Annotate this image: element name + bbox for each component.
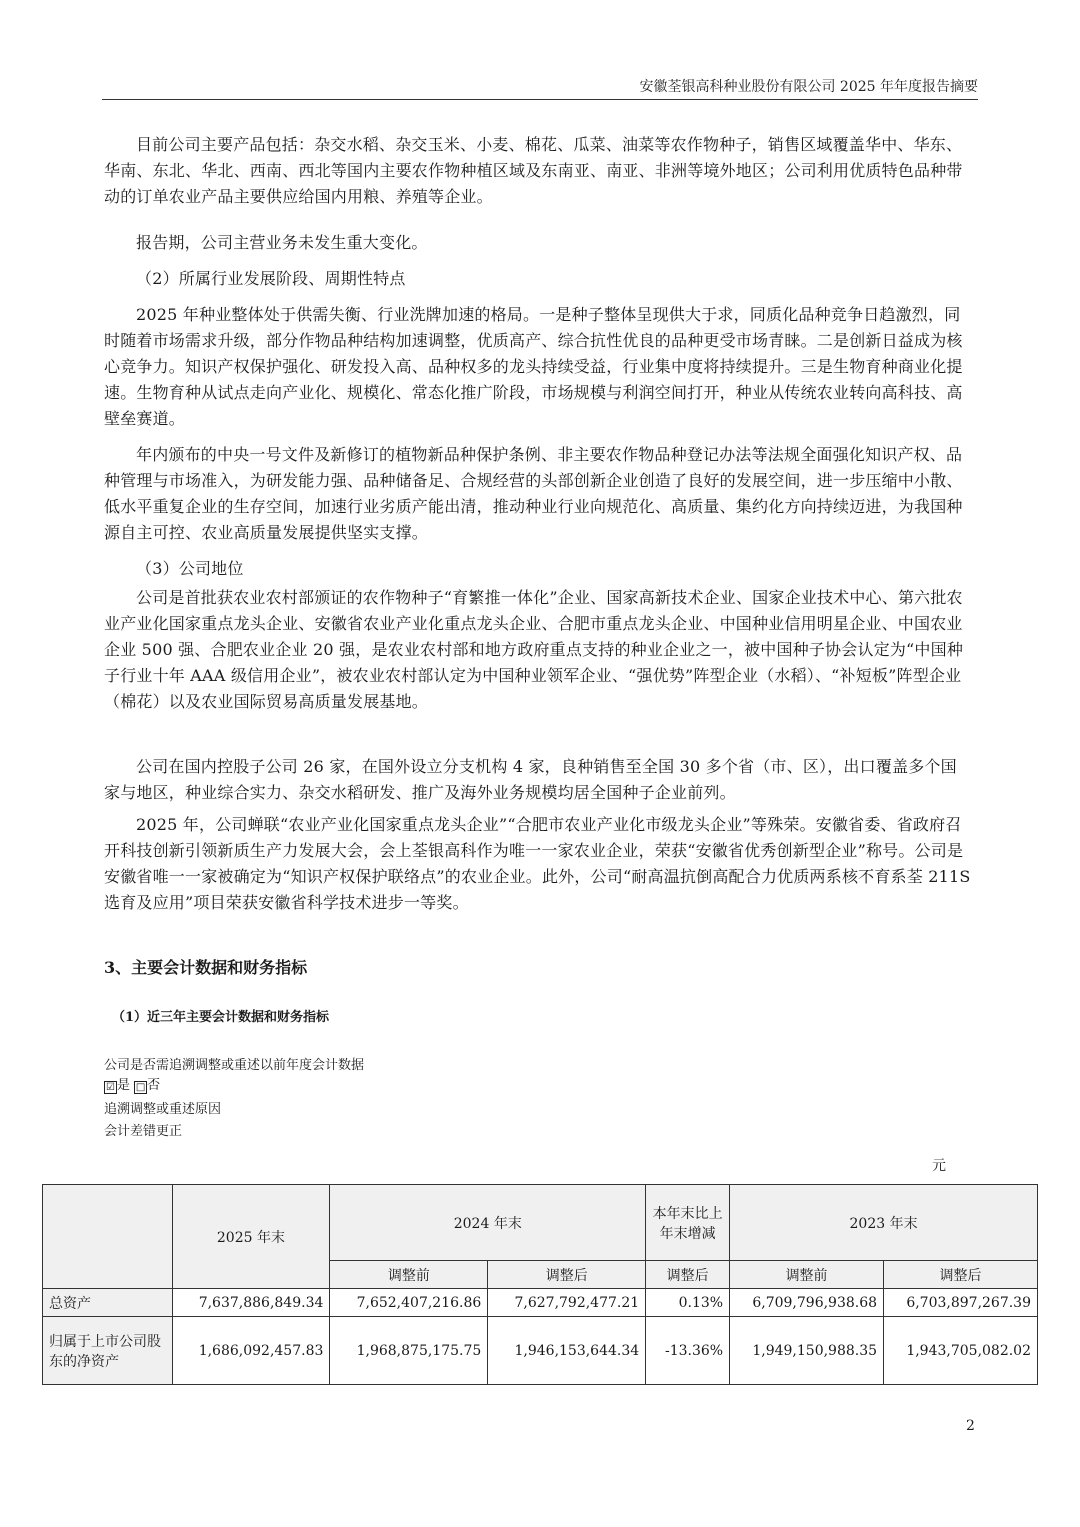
paragraph-position-2: 公司在国内控股子公司 26 家，在国外设立分支机构 4 家，良种销售至全国 30 多个省（市、区），出口覆盖多个国家与地区，种业综合实力、杂交水稻研发、推广及海外业务规模均居全国种子企业前列。 xyxy=(104,757,957,802)
cell-change: -13.36% xyxy=(646,1317,730,1385)
row-label: 归属于上市公司股东的净资产 xyxy=(43,1317,173,1385)
header-2024-before: 调整前 xyxy=(330,1261,488,1289)
table-row xyxy=(43,1289,1038,1317)
header-2023: 2023 年末 xyxy=(730,1185,1038,1261)
section-title: 3、主要会计数据和财务指标 xyxy=(104,958,308,977)
header-change-after: 调整后 xyxy=(646,1261,730,1289)
yes-checkbox[interactable]: ☑ xyxy=(104,1081,117,1094)
yes-label: 是 xyxy=(117,1078,131,1093)
reason-value: 会计差错更正 xyxy=(104,1124,183,1139)
cell-2023-before: 6,709,796,938.68 xyxy=(730,1289,884,1317)
header-2023-before: 调整前 xyxy=(730,1261,884,1289)
page-number: 2 xyxy=(966,1418,975,1434)
paragraph-industry-1: 2025 年种业整体处于供需失衡、行业洗牌加速的格局。一是种子整体呈现供大于求，同质化品种竞争日趋激烈，同时随着市场需求升级，部分作物品种结构加速调整，优质高产、综合抗性优良的品种更受市场青睐。二是创新日益成为核心竞争力。知识产权保护强化、研发投入高、品种权多的龙头持续受益，行业集中度将持续提升。三是生物育种商业化提速。生物育种从试点走向产业化、规模化、常态化推广阶段，市场规模与利润空间打开，种业从传统农业转向高科技、高壁垒赛道。 xyxy=(104,305,963,428)
cell-2024-after: 1,946,153,644.34 xyxy=(488,1317,646,1385)
no-checkbox[interactable]: □ xyxy=(135,1082,146,1093)
paragraph-position-1: 公司是首批获农业农村部颁证的农作物种子“育繁推一体化”企业、国家高新技术企业、国家企业技术中心、第六批农业产业化国家重点龙头企业、安徽省农业产业化重点龙头企业、合肥市重点龙头企业、中国种业信用明星企业、中国农业企业 500 强、合肥农业企业 20 强，是农业农村部和地方政府重点支持的种业企业之一，被中国种子协会认定为“中国种子行业十年 AAA 级信用企业”，被农业农村部认定为中国种业领军企业、“强优势”阵型企业（水稻）、“补短板”阵型企业（棉花）以及农业国际贸易高质量发展基地。 xyxy=(104,588,964,711)
unit-label: 元 xyxy=(932,1158,946,1174)
cell-2024-after: 7,627,792,477.21 xyxy=(488,1289,646,1317)
industry-heading: （2）所属行业发展阶段、周期性特点 xyxy=(136,269,406,288)
cell-2025: 7,637,886,849.34 xyxy=(172,1289,330,1317)
no-label: 否 xyxy=(147,1078,161,1093)
reason-label: 追溯调整或重述原因 xyxy=(104,1102,222,1117)
cell-2023-after: 1,943,705,082.02 xyxy=(884,1317,1038,1385)
page-header: 安徽荃银高科种业股份有限公司 2025 年年度报告摘要 xyxy=(639,79,978,95)
header-rule xyxy=(102,99,978,100)
cell-2023-after: 6,703,897,267.39 xyxy=(884,1289,1038,1317)
section-subtitle: （1）近三年主要会计数据和财务指标 xyxy=(112,1010,330,1025)
financial-table xyxy=(42,1184,1038,1385)
header-blank xyxy=(43,1185,173,1289)
paragraph-products: 目前公司主要产品包括：杂交水稻、杂交玉米、小麦、棉花、瓜菜、油菜等农作物种子，销售区域覆盖华中、华东、华南、东北、华北、西南、西北等国内主要农作物种植区域及东南亚、南亚、非洲等境外地区；公司利用优质特色品种带动的订单农业产品主要供应给国内用粮、养殖等企业。 xyxy=(104,135,963,206)
table-row xyxy=(43,1317,1038,1385)
header-2024: 2024 年末 xyxy=(330,1185,646,1261)
paragraph-no-change: 报告期，公司主营业务未发生重大变化。 xyxy=(136,233,428,252)
restate-question: 公司是否需追溯调整或重述以前年度会计数据 xyxy=(104,1058,365,1073)
header-2023-after: 调整后 xyxy=(884,1261,1038,1289)
restate-options xyxy=(104,1076,160,1096)
paragraph-industry-2: 年内颁布的中央一号文件及新修订的植物新品种保护条例、非主要农作物品种登记办法等法规全面强化知识产权、品种管理与市场准入，为研发能力强、品种储备足、合规经营的头部创新企业创造了良好的发展空间，进一步压缩中小散、低水平重复企业的生存空间，加速行业劣质产能出清，推动种业行业向规范化、高质量、集约化方向持续迈进，为我国种源自主可控、农业高质量发展提供坚实支撑。 xyxy=(104,445,963,542)
cell-2024-before: 1,968,875,175.75 xyxy=(330,1317,488,1385)
cell-2024-before: 7,652,407,216.86 xyxy=(330,1289,488,1317)
header-2024-after: 调整后 xyxy=(488,1261,646,1289)
cell-change: 0.13% xyxy=(646,1289,730,1317)
position-heading: （3）公司地位 xyxy=(136,559,244,578)
cell-2023-before: 1,949,150,988.35 xyxy=(730,1317,884,1385)
paragraph-position-3: 2025 年，公司蝉联“农业产业化国家重点龙头企业”“合肥市农业产业化市级龙头企业”等殊荣。安徽省委、省政府召开科技创新引领新质生产力发展大会，会上荃银高科作为唯一一家农业企业，荣获“安徽省优秀创新型企业”称号。公司是安徽省唯一一家被确定为“知识产权保护联络点”的农业企业。此外，公司“耐高温抗倒高配合力优质两系核不育系荃 211S 选育及应用”项目荣获安徽省科学技术进步一等奖。 xyxy=(104,815,971,912)
cell-2025: 1,686,092,457.83 xyxy=(172,1317,330,1385)
row-label: 总资产 xyxy=(43,1289,173,1317)
header-2025: 2025 年末 xyxy=(172,1185,330,1289)
header-change: 本年末比上年末增减 xyxy=(646,1185,730,1261)
